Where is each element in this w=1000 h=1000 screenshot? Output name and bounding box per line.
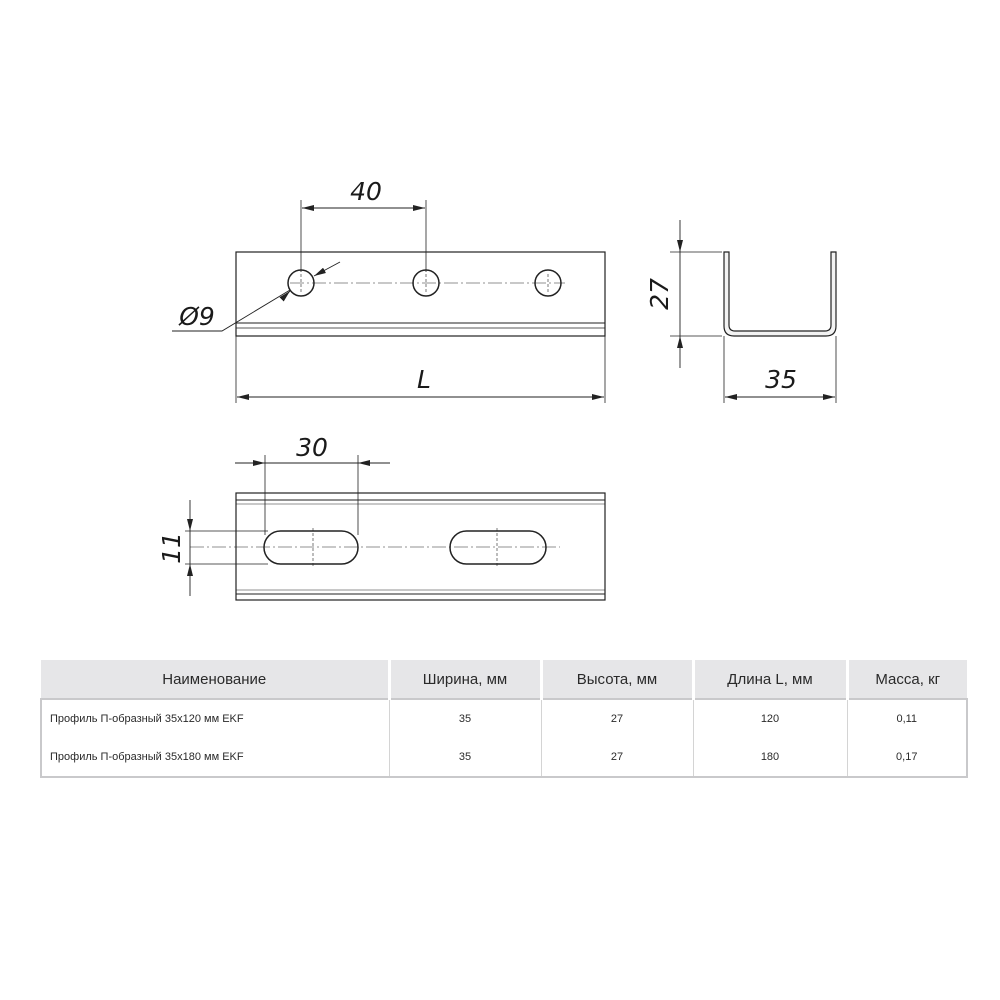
header-height: Высота, мм (541, 660, 693, 699)
cell-name: Профиль П-образный 35х120 мм EKF (41, 699, 389, 738)
header-width: Ширина, мм (389, 660, 541, 699)
oval-slot (450, 528, 546, 567)
cell-name: Профиль П-образный 35х180 мм EKF (41, 738, 389, 777)
cell-length: 180 (693, 738, 847, 777)
table-row (41, 699, 967, 738)
slot-spacing-label: 30 (296, 433, 328, 462)
header-name: Наименование (41, 660, 389, 699)
cell-height: 27 (541, 738, 693, 777)
slot-width-label: 11 (157, 532, 186, 564)
cell-mass: 0,11 (847, 699, 967, 738)
u-profile-section (724, 252, 836, 336)
cross-section-view (670, 220, 836, 403)
cell-mass: 0,17 (847, 738, 967, 777)
cell-length: 120 (693, 699, 847, 738)
table-row (41, 738, 967, 777)
length-label: L (417, 365, 431, 394)
cell-height: 27 (541, 699, 693, 738)
header-length: Длина L, мм (693, 660, 847, 699)
height-label: 27 (645, 278, 674, 310)
table-header-row (41, 660, 967, 699)
specification-table (40, 660, 968, 778)
bottom-view (185, 455, 605, 600)
oval-slot (264, 528, 358, 567)
cell-width: 35 (389, 738, 541, 777)
top-view (172, 200, 605, 403)
cell-width: 35 (389, 699, 541, 738)
hole-diameter-label: Ø9 (179, 302, 215, 331)
hole-spacing-label: 40 (350, 177, 382, 206)
width-label: 35 (765, 365, 797, 394)
header-mass: Масса, кг (847, 660, 967, 699)
profile-bottom-outline (236, 493, 605, 600)
